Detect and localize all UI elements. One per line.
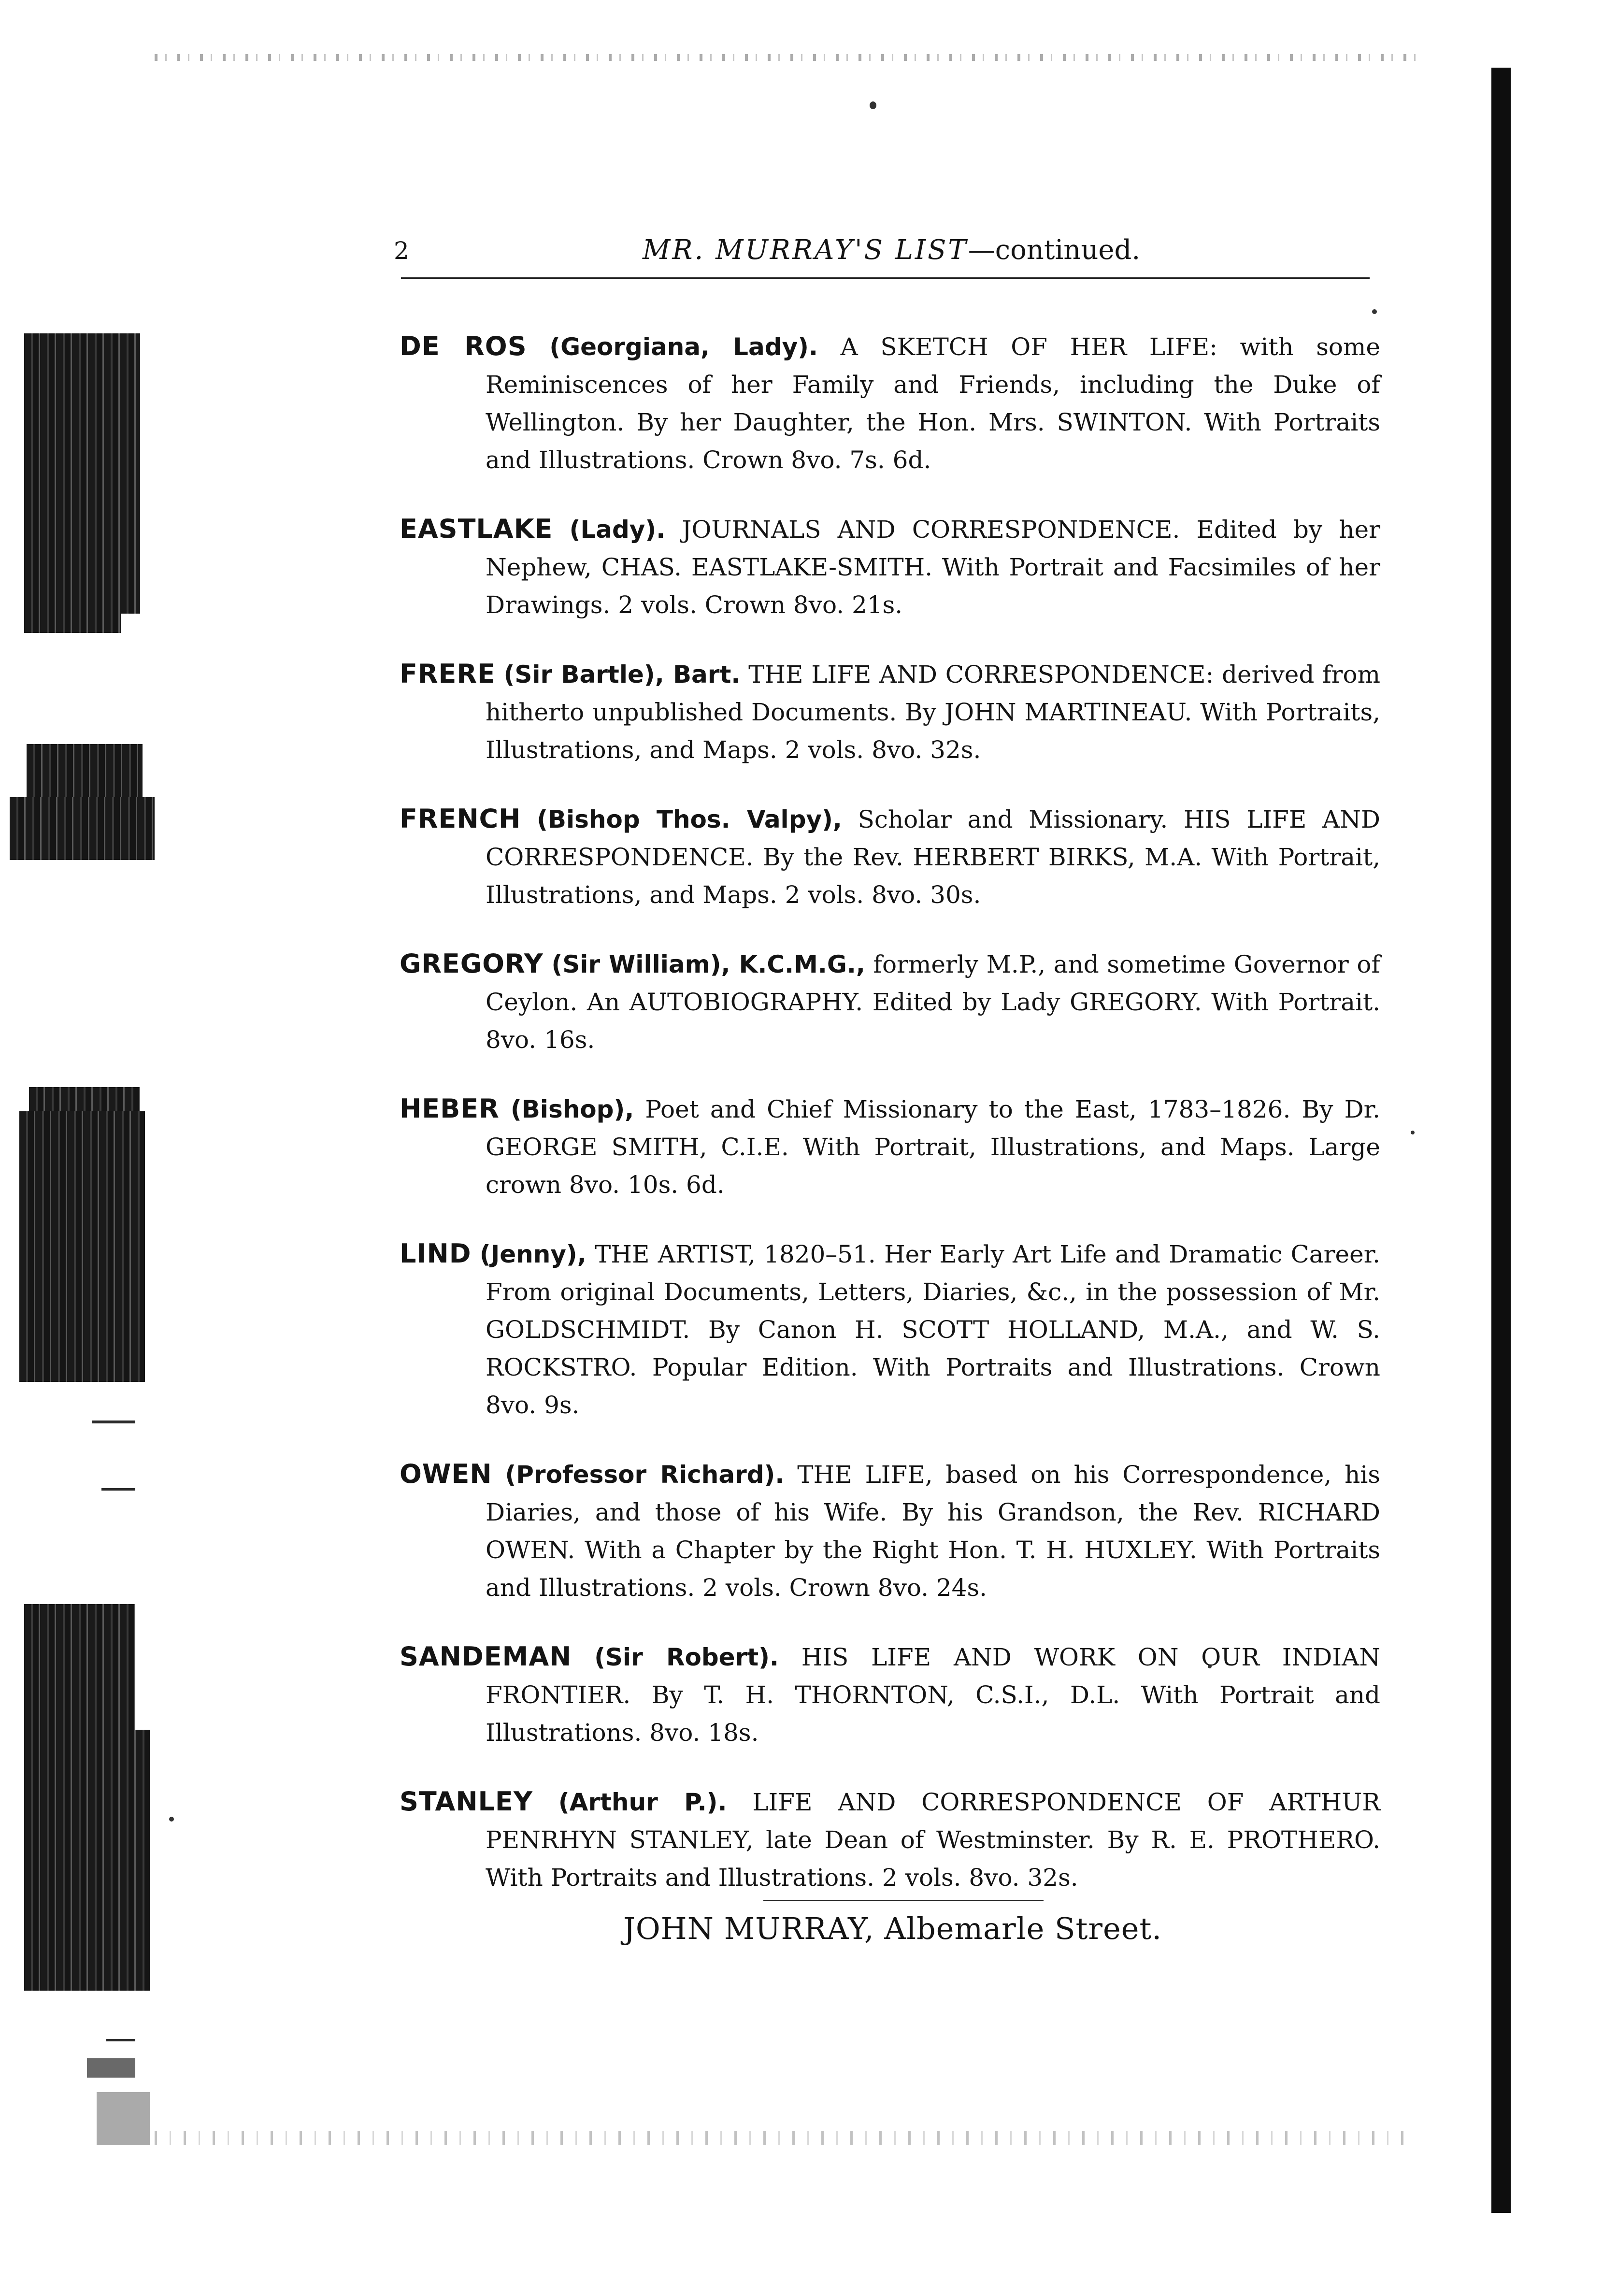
scan-speck (169, 1817, 174, 1822)
entry-text: LIFE AND CORRESPONDENCE OF ARTHUR PENRHYN STANLEY, late Dean of Westminster. By R. E. PROTHERO. With Portraits and Illustrations. 2 vols. 8vo. 32s. (486, 1788, 1380, 1892)
entry-name: EASTLAKE (400, 514, 553, 544)
entry-honorific: (Bishop Thos. Valpy), (537, 805, 842, 833)
entry-text: HIS LIFE AND WORK ON OUR INDIAN FRONTIER. By T. H. THORNTON, C.S.I., D.L. With Portrait and Illustrations. 8vo. 18s. (486, 1643, 1380, 1747)
scan-speck (1411, 1131, 1415, 1134)
entry-text: Poet and Chief Missionary to the East, 1783–1826. By Dr. GEORGE SMITH, C.I.E. With Portrait, Illustrations, and Maps. Large crown 8vo. 10s. 6d. (486, 1095, 1380, 1199)
list-item (400, 1638, 1380, 1751)
entry-honorific: (Arthur P.). (558, 1788, 727, 1816)
entry-name: FRERE (400, 659, 496, 689)
scan-speck (870, 101, 876, 109)
entry-name: FRENCH (400, 804, 521, 834)
entry-honorific: (Sir William), K.C.M.G., (551, 950, 865, 978)
scan-noise-bottom (155, 2131, 1411, 2145)
running-head (643, 234, 1140, 266)
entry-name: OWEN (400, 1459, 492, 1489)
entry-text: THE LIFE, based on his Correspondence, his Diaries, and those of his Wife. By his Grandson, the Rev. RICHARD OWEN. With a Chapter by the Right Hon. T. H. HUXLEY. With Portraits and Illustrations. 2 vols. Crown 8vo. 24s. (486, 1461, 1380, 1602)
entry-text: THE ARTIST, 1820–51. Her Early Art Life and Dramatic Career. From original Documents, Letters, Diaries, &c., in the possession of Mr. GOLDSCHMIDT. By Canon H. SCOTT HOLLAND, M.A., and W. S. ROCKSTRO. Popular Edition. With Portraits and Illustrations. Crown 8vo. 9s. (486, 1240, 1380, 1419)
entry-name: DE ROS (400, 331, 527, 361)
entry-name: STANLEY (400, 1786, 533, 1817)
footer-rule (763, 1900, 1044, 1901)
entry-text: JOURNALS AND CORRESPONDENCE. Edited by her Nephew, CHAS. EASTLAKE-SMITH. With Portrait and Facsimiles of her Drawings. 2 vols. Crown 8vo. 21s. (486, 516, 1380, 619)
entry-honorific: (Sir Robert). (594, 1643, 779, 1671)
entry-honorific: (Bishop), (510, 1095, 634, 1123)
header-rule (401, 277, 1370, 279)
scan-shadow-left (0, 0, 164, 2296)
list-item (400, 1783, 1380, 1896)
list-item (400, 1455, 1380, 1607)
entry-honorific: (Sir Bartle), Bart. (503, 660, 741, 689)
entry-name: LIND (400, 1238, 472, 1269)
entry-text: A SKETCH OF HER LIFE: with some Reminiscences of her Family and Friends, including the Duke of Wellington. By her Daughter, the Hon. Mrs. SWINTON. With Portraits and Illustrations. Crown 8vo. 7s. 6d. (486, 333, 1380, 474)
catalogue-entries (400, 303, 1380, 1928)
running-title: MR. MURRAY'S LIST (643, 234, 968, 266)
entry-text: Scholar and Missionary. HIS LIFE AND CORRESPONDENCE. By the Rev. HERBERT BIRKS, M.A. With Portrait, Illustrations, and Maps. 2 vols. 8vo. 30s. (486, 805, 1381, 909)
list-item (400, 1090, 1380, 1204)
entry-text: formerly M.P., and sometime Governor of Ceylon. An AUTOBIOGRAPHY. Edited by Lady GREGORY. With Portrait. 8vo. 16s. (486, 950, 1380, 1054)
list-item (400, 510, 1380, 624)
entry-honorific: (Lady). (569, 516, 666, 544)
list-item (400, 800, 1380, 914)
list-item (400, 945, 1380, 1059)
scan-shadow-right (1491, 68, 1511, 2213)
publisher-imprint: JOHN MURRAY, Albemarle Street. (623, 1911, 1162, 1946)
entry-honorific: (Jenny), (479, 1240, 587, 1268)
entry-honorific: (Georgiana, Lady). (549, 333, 818, 361)
scan-noise-top (155, 54, 1420, 61)
list-item (400, 328, 1380, 479)
list-item (400, 1235, 1380, 1424)
page-number: 2 (394, 237, 409, 265)
running-suffix: —continued. (968, 234, 1141, 266)
entry-honorific: (Professor Richard). (505, 1461, 785, 1489)
list-item (400, 655, 1380, 769)
entry-name: SANDEMAN (400, 1641, 572, 1672)
entry-name: GREGORY (400, 948, 544, 979)
entry-name: HEBER (400, 1093, 500, 1124)
entry-text: THE LIFE AND CORRESPONDENCE: derived from hitherto unpublished Documents. By JOHN MARTINEAU. With Portraits, Illustrations, and Maps. 2 vols. 8vo. 32s. (486, 660, 1380, 764)
